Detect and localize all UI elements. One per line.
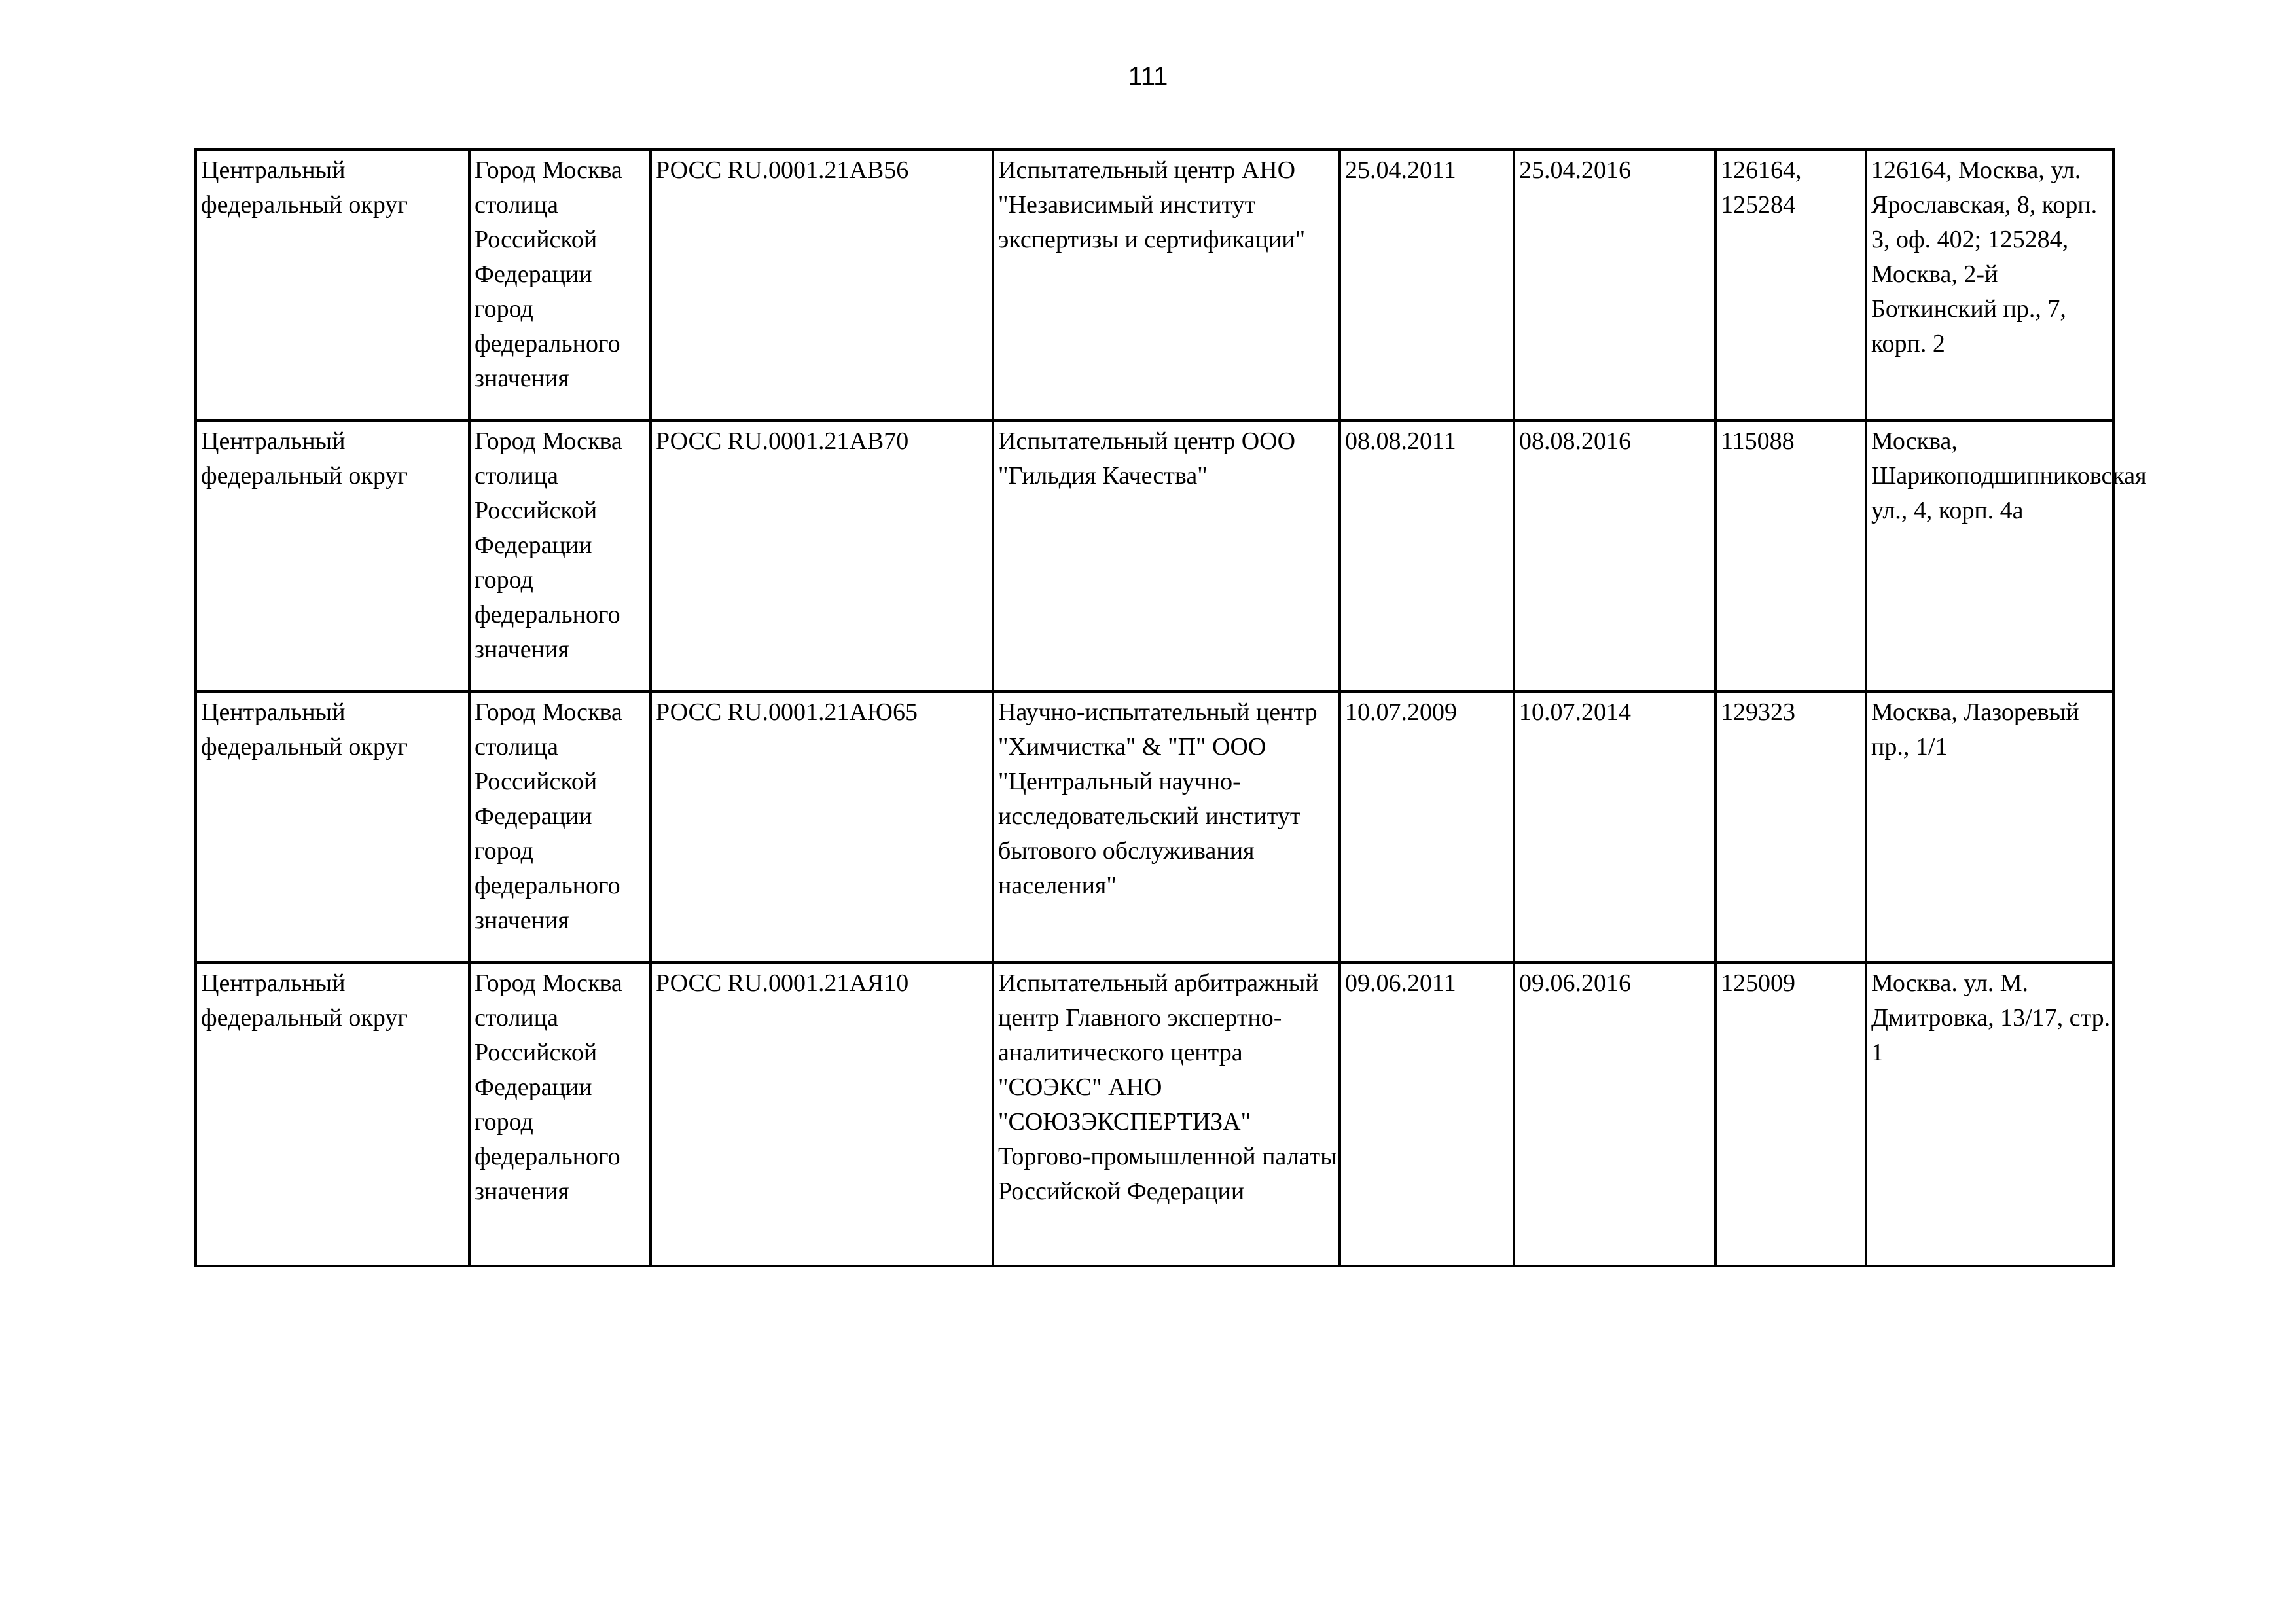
cell-district: Центральный федеральный округ (196, 962, 469, 1266)
cell-organization: Научно-испытательный центр "Химчистка" & "П" ООО "Центральный научно-исследовательский институт бытового обслуживания населения" (993, 691, 1340, 962)
cell-postal-code: 125009 (1715, 962, 1866, 1266)
cell-region: Город Москва столица Российской Федерации город федерального значения (469, 420, 651, 691)
cell-date-from: 08.08.2011 (1340, 420, 1514, 691)
cell-address: Москва, Лазоревый пр., 1/1 (1866, 691, 2113, 962)
cell-organization: Испытательный центр АНО "Независимый институт экспертизы и сертификации" (993, 149, 1340, 420)
cell-district: Центральный федеральный округ (196, 691, 469, 962)
cell-reg-number: РОСС RU.0001.21АВ56 (651, 149, 993, 420)
cell-organization: Испытательный центр ООО "Гильдия Качества" (993, 420, 1340, 691)
cell-postal-code: 126164, 125284 (1715, 149, 1866, 420)
cell-postal-code: 115088 (1715, 420, 1866, 691)
cell-postal-code: 129323 (1715, 691, 1866, 962)
cell-address: Москва. ул. М. Дмитровка, 13/17, стр. 1 (1866, 962, 2113, 1266)
cell-date-from: 10.07.2009 (1340, 691, 1514, 962)
cell-reg-number: РОСС RU.0001.21АВ70 (651, 420, 993, 691)
cell-address: Москва, Шарикоподшипниковская ул., 4, корп. 4а (1866, 420, 2113, 691)
cell-reg-number: РОСС RU.0001.21АЮ65 (651, 691, 993, 962)
registry-table (194, 148, 2147, 1267)
cell-date-to: 08.08.2016 (1514, 420, 1715, 691)
cell-organization: Испытательный арбитражный центр Главного экспертно-аналитического центра "СОЭКС" АНО "СОЮЗЭКСПЕРТИЗА" Торгово-промышленной палаты Российской Федерации (993, 962, 1340, 1266)
table-row (196, 962, 2113, 1266)
cell-district: Центральный федеральный округ (196, 420, 469, 691)
cell-date-from: 09.06.2011 (1340, 962, 1514, 1266)
table-row (196, 149, 2113, 420)
cell-date-from: 25.04.2011 (1340, 149, 1514, 420)
cell-region: Город Москва столица Российской Федерации город федерального значения (469, 962, 651, 1266)
cell-region: Город Москва столица Российской Федерации город федерального значения (469, 149, 651, 420)
cell-date-to: 25.04.2016 (1514, 149, 1715, 420)
cell-reg-number: РОСС RU.0001.21АЯ10 (651, 962, 993, 1266)
cell-date-to: 10.07.2014 (1514, 691, 1715, 962)
cell-address: 126164, Москва, ул. Ярославская, 8, корп. 3, оф. 402; 125284, Москва, 2-й Боткинский пр., 7, корп. 2 (1866, 149, 2113, 420)
table-row (196, 691, 2113, 962)
page-number: 111 (1128, 62, 1168, 91)
cell-date-to: 09.06.2016 (1514, 962, 1715, 1266)
table-row (196, 420, 2113, 691)
cell-district: Центральный федеральный округ (196, 149, 469, 420)
cell-region: Город Москва столица Российской Федерации город федерального значения (469, 691, 651, 962)
